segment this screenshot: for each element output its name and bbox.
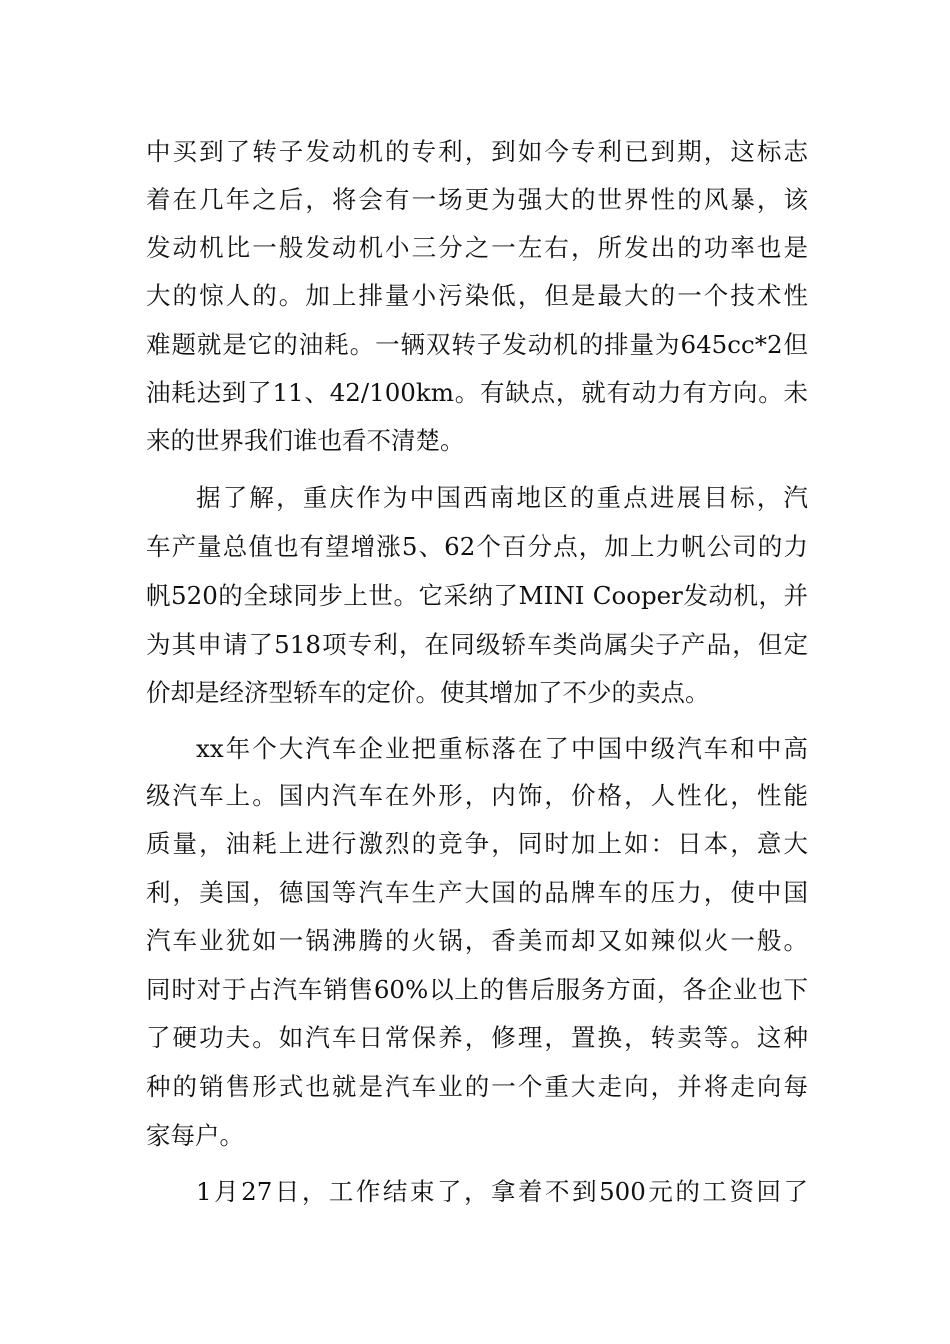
paragraph-2-line-3: 帆520的全球同步上世。它采纳了MINI Cooper发动机，并 [146,581,808,610]
paragraph-1-line-4: 大的惊人的。加上排量小污染低，但是最大的一个技术性 [146,281,808,310]
paragraph-3-line-2: 级汽车上。国内汽车在外形，内饰，价格，人性化，性能 [146,781,808,810]
paragraph-3-line-4: 利，美国，德国等汽车生产大国的品牌车的压力，使中国 [146,878,808,907]
paragraph-2-line-5: 价却是经济型轿车的定价。使其增加了不少的卖点。 [146,678,710,707]
paragraph-3-line-3: 质量，油耗上进行激烈的竞争，同时加上如：日本，意大 [146,829,808,858]
paragraph-1-line-1: 中买到了转子发动机的专利，到如今专利已到期，这标志 [146,137,808,166]
paragraph-1-line-2: 着在几年之后，将会有一场更为强大的世界性的风暴，该 [146,185,808,214]
paragraph-3-line-8: 种的销售形式也就是汽车业的一个重大走向，并将走向每 [146,1072,808,1101]
paragraph-3-line-6: 同时对于占汽车销售60%以上的售后服务方面，各企业也下 [146,975,808,1004]
paragraph-2-line-1: 据了解，重庆作为中国西南地区的重点进展目标，汽 [196,483,808,512]
paragraph-1-line-3: 发动机比一般发动机小三分之一左右，所发出的功率也是 [146,233,808,262]
paragraph-3-line-9: 家每户。 [146,1121,244,1150]
paragraph-2-line-4: 为其申请了518项专利，在同级轿车类尚属尖子产品，但定 [146,630,808,659]
paragraph-3-line-1: xx年个大汽车企业把重标落在了中国中级汽车和中高 [196,734,808,763]
paragraph-1-line-5: 难题就是它的油耗。一辆双转子发动机的排量为645cc*2但 [146,330,808,359]
paragraph-4-line-1: 1月27日，工作结束了，拿着不到500元的工资回了 [196,1177,808,1206]
paragraph-1-line-6: 油耗达到了11、42/100km。有缺点，就有动力有方向。未 [146,378,808,407]
paragraph-2-line-2: 车产量总值也有望增涨5、62个百分点，加上力帆公司的力 [146,532,808,561]
paragraph-3-line-5: 汽车业犹如一锅沸腾的火锅，香美而却又如辣似火一般。 [146,926,808,955]
paragraph-1-line-7: 来的世界我们谁也看不清楚。 [146,426,465,455]
paragraph-3-line-7: 了硬功夫。如汽车日常保养，修理，置换，转卖等。这种 [146,1023,808,1052]
